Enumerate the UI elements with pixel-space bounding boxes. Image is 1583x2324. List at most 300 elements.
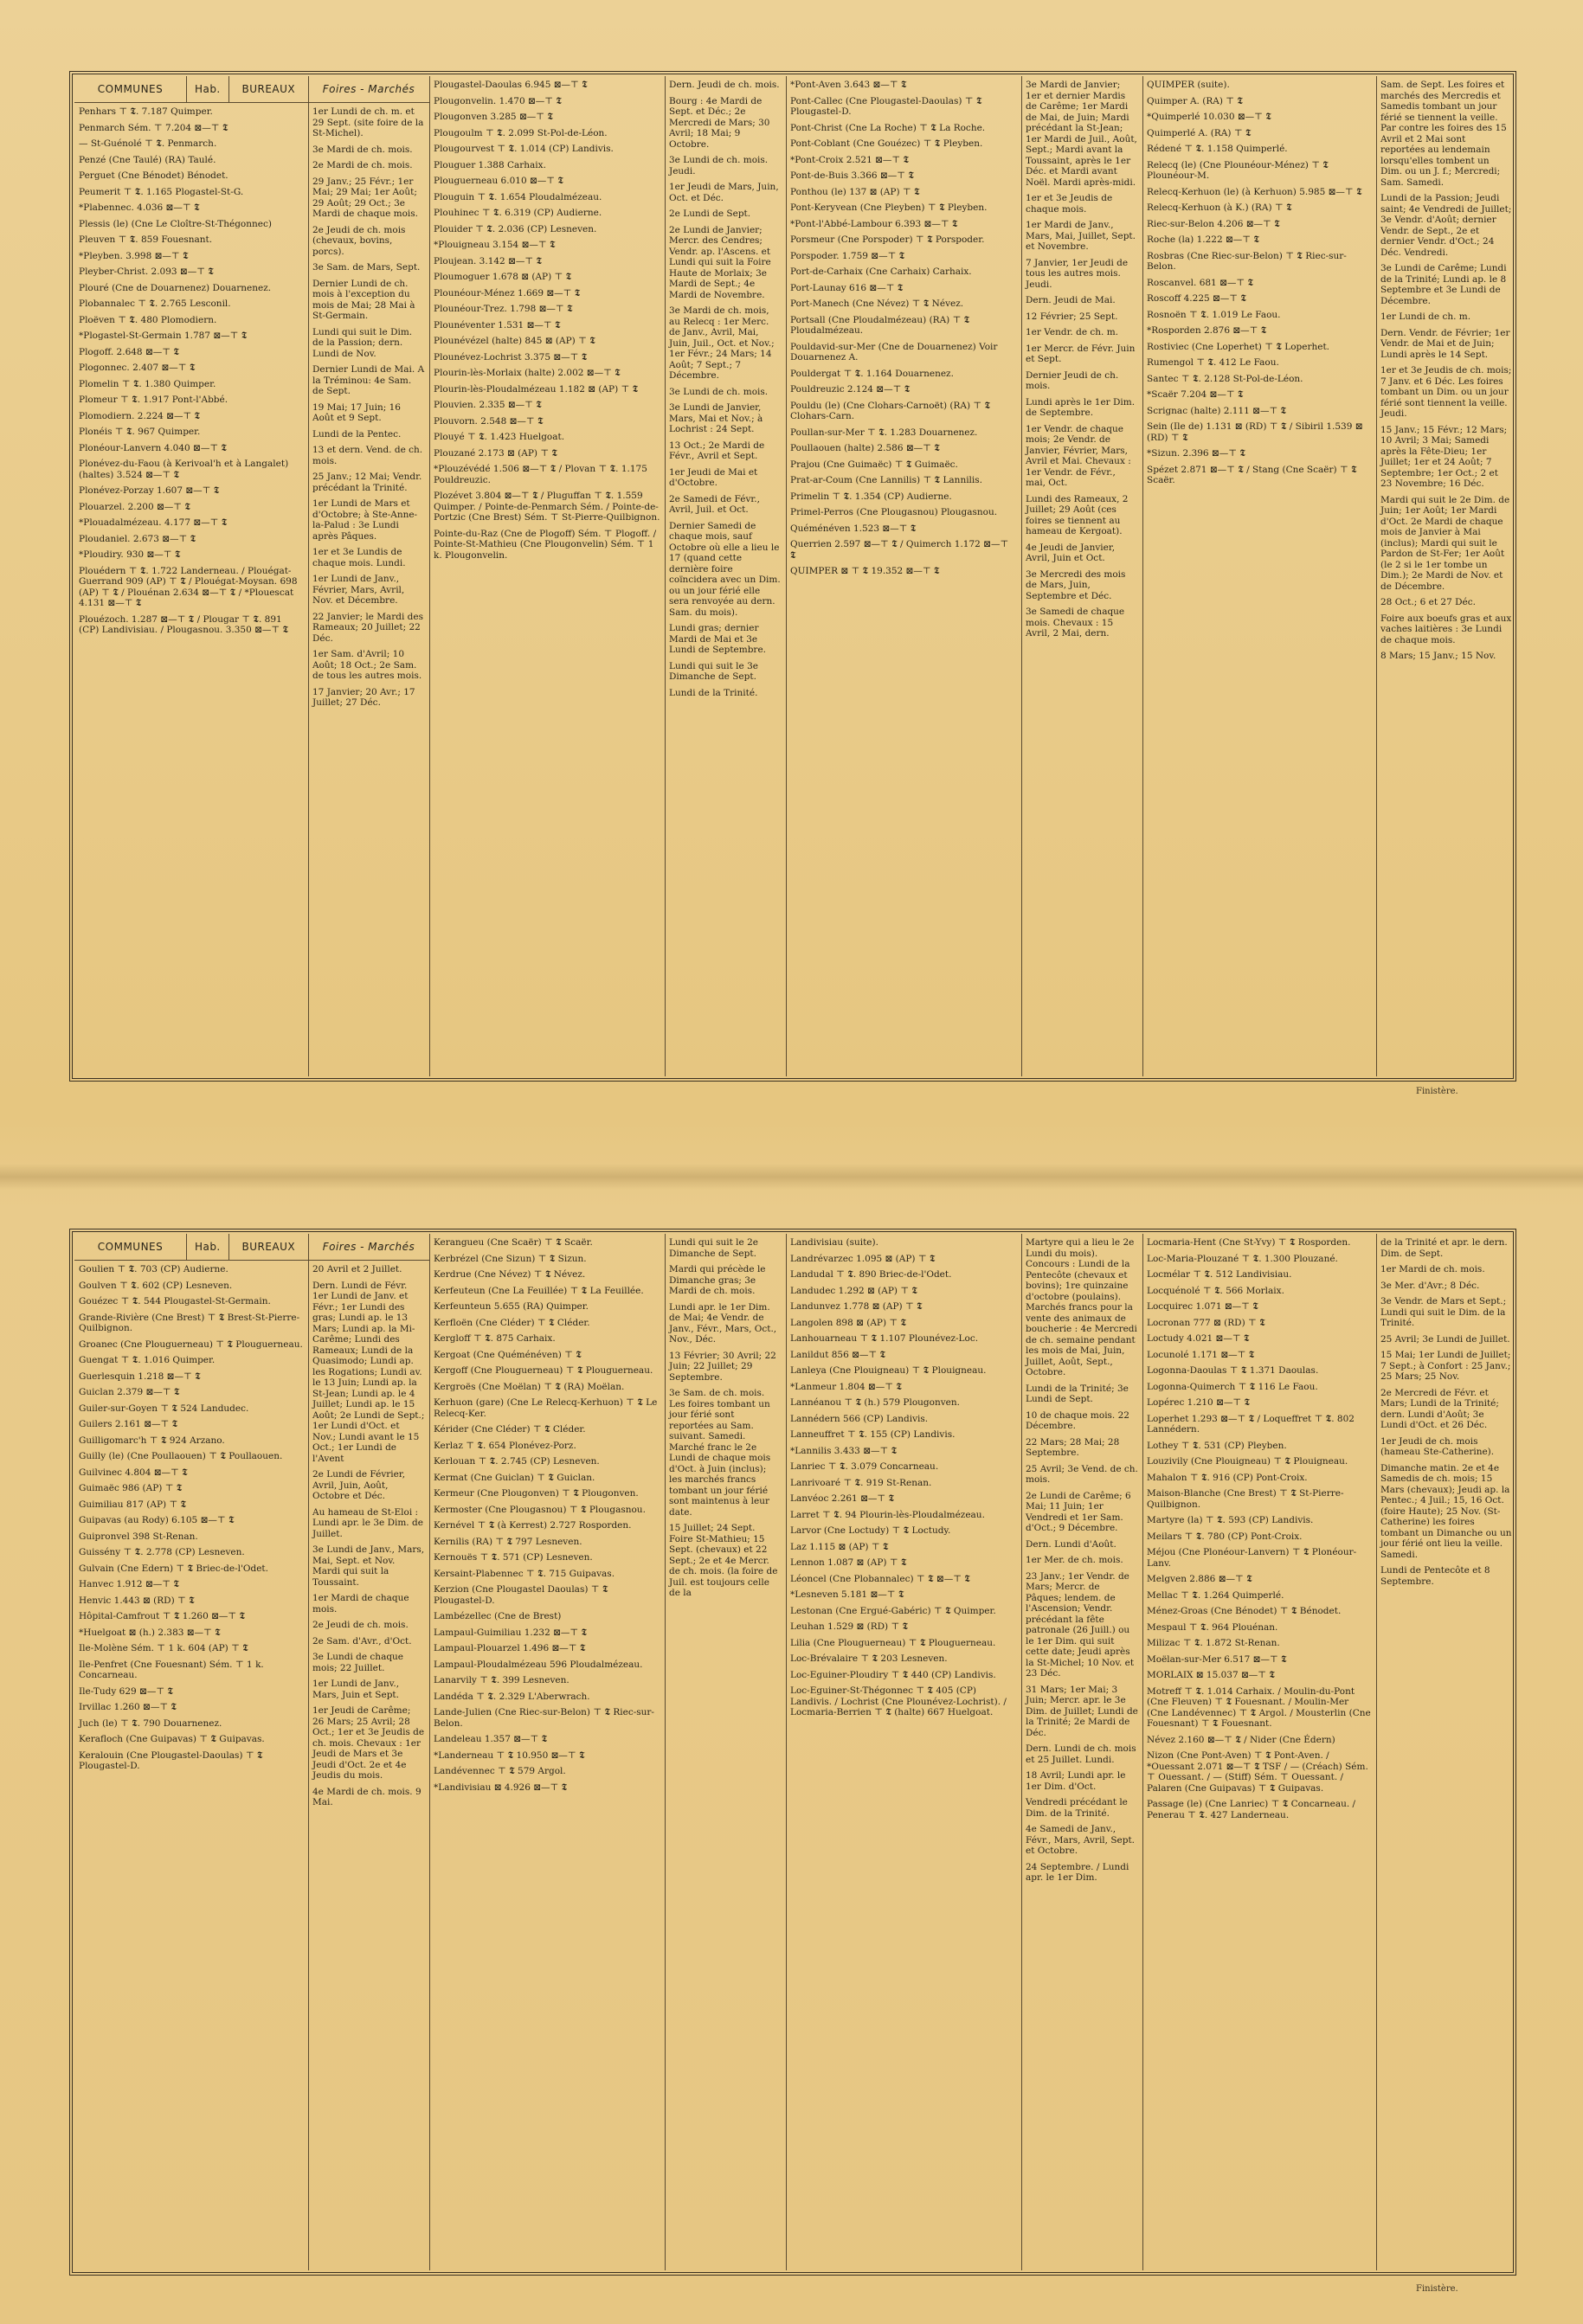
column-rows [786, 76, 1021, 586]
table-row: Guiclan 2.379 ⊠—⊤ 𝕿 [79, 1387, 180, 1397]
table-row: Guengat ⊤ 𝕿. 1.016 Quimper. [79, 1355, 216, 1365]
table-row: Ile-Penfret (Cne Fouesnant) Sém. ⊤ 1 k. Concarneau. [79, 1659, 264, 1680]
header-hab: Hab. [187, 76, 229, 102]
table-row: Plouguer 1.388 Carhaix. [434, 159, 546, 170]
table-row: 1er Jeudi de Mai et d'Octobre. [669, 466, 758, 488]
table-row: Loc-Brévalaire ⊤ 𝕿 203 Lesneven. [790, 1653, 948, 1664]
table-row: 2e Mardi de ch. mois. [312, 160, 413, 170]
table-row: Locmaria-Hent (Cne St-Yvy) ⊤ 𝕿 Rosporden. [1147, 1237, 1351, 1248]
table-row: Lannédern 566 (CP) Landivis. [790, 1413, 929, 1424]
table-row: 15 Janv.; 15 Févr.; 12 Mars; 10 Avril; 3 Mai; Samedi après la Fête-Dieu; 1er Juillet; 1er et 24 Août; 7 Septembre; 1er Oct.; 2 et 23 Novembre; 16 Déc. [1380, 424, 1508, 489]
table-row: *Sizun. 2.396 ⊠—⊤ 𝕿 [1147, 448, 1245, 459]
table-row: QUIMPER ⊠ ⊤ 𝕿 19.352 ⊠—⊤ 𝕿 [790, 566, 940, 576]
table-row: 3e Lundi de ch. mois. Jeudi. [669, 155, 769, 177]
table-row: Plessis (le) (Cne Le Cloître-St-Thégonnec) [79, 218, 272, 229]
column-foires [1376, 76, 1516, 1076]
header-foires: Foires - Marchés [322, 83, 415, 95]
table-row: Lannéanou ⊤ 𝕿 (h.) 579 Plougonven. [790, 1397, 960, 1408]
table-row: Moëlan-sur-Mer 6.517 ⊠—⊤ 𝕿 [1147, 1653, 1287, 1665]
table-row: Lanleya (Cne Plouigneau) ⊤ 𝕿 Plouigneau. [790, 1365, 987, 1376]
table-row: 1er Mardi de Janv., Mars, Mai, Juillet, Sept. et Novembre. [1026, 220, 1136, 252]
table-row: Lundi de Pentecôte et 8 Septembre. [1380, 1565, 1490, 1587]
table-row: Plounévézel (halte) 845 ⊠ (AP) ⊤ 𝕿 [434, 336, 595, 346]
table-row: Portsall (Cne Ploudalmézeau) (RA) ⊤ 𝕿 Ploudalmézeau. [790, 314, 970, 336]
table-row: Guerlesquin 1.218 ⊠—⊤ 𝕿 [79, 1371, 201, 1382]
table-row: Perguet (Cne Bénodet) Bénodet. [79, 170, 228, 181]
table-row: Groanec (Cne Plouguerneau) ⊤ 𝕿 Plouguerneau. [79, 1339, 303, 1350]
column-rows [786, 1234, 1021, 1727]
table-row: 13 Oct.; 2e Mardi de Févr., Avril et Sept. [669, 440, 765, 461]
table-row: Porsmeur (Cne Porspoder) ⊤ 𝕿 Porspoder. [790, 234, 985, 245]
table-row: *Quimperlé 10.030 ⊠—⊤ 𝕿 [1147, 112, 1271, 122]
table-row: 3e Mardi de Janvier; 1er et dernier Mardis de Carême; 1er Mardi de Mai, de Juin; Mardi précédant la St-Jean; 1er Mardi de Juil., Août, Sept.; Mardi avant la Toussaint, après le 1er Déc. et Mardi avant Noël. Mardi après-midi. [1026, 80, 1137, 188]
table-row: 3e Lundi de Janvier, Mars, Mai et Nov.; à Lochrist : 24 Sept. [669, 402, 763, 434]
table-row: Lundi de la Trinité; 3e Lundi de Sept. [1026, 1383, 1129, 1404]
column-rows [308, 1261, 429, 1817]
table-row: Ploudaniel. 2.673 ⊠—⊤ 𝕿 [79, 533, 196, 544]
table-row: 3e Lundi de Carême; Lundi de la Trinité; Lundi ap. le 8 Septembre et 3e Lundi de Décembre. [1380, 263, 1507, 306]
table-row: Roche (la) 1.222 ⊠—⊤ 𝕿 [1147, 234, 1259, 245]
table-row: 3e Lundi de chaque mois; 22 Juillet. [312, 1652, 404, 1673]
table-row: 20 Avril et 2 Juillet. [312, 1264, 402, 1274]
column-foires [308, 76, 430, 1076]
column-foires [665, 1234, 787, 2270]
table-row: 1er Lundi de ch. m. et 29 Sept. (site foire de la St-Michel). [312, 106, 424, 138]
table-row: Lanildut 856 ⊠—⊤ 𝕿 [790, 1349, 886, 1360]
table-row: Plourin-lès-Morlaix (halte) 2.002 ⊠—⊤ 𝕿 [434, 368, 621, 378]
table-row: Plougonven 3.285 ⊠—⊤ 𝕿 [434, 112, 553, 122]
table-row: Léoncel (Cne Plobannalec) ⊤ 𝕿 ⊠—⊤ 𝕿 [790, 1573, 970, 1584]
table-row: Logonna-Daoulas ⊤ 𝕿 1.371 Daoulas. [1147, 1365, 1319, 1376]
table-row: Guilly (le) (Cne Poullaouen) ⊤ 𝕿 Poullaouen. [79, 1451, 283, 1461]
column-group-4 [1142, 76, 1377, 1076]
table-row: 28 Oct.; 6 et 27 Déc. [1380, 597, 1476, 607]
table-row: Plogoff. 2.648 ⊠—⊤ 𝕿 [79, 346, 179, 357]
column-rows [1021, 76, 1142, 648]
table-row: Ile-Tudy 629 ⊠—⊤ 𝕿 [79, 1685, 173, 1697]
table-row: Locronan 777 ⊠ (RD) ⊤ 𝕿 [1147, 1317, 1265, 1328]
table-row: Guipavas (au Rody) 6.105 ⊠—⊤ 𝕿 [79, 1515, 235, 1525]
table-row: 1er et 3e Jeudis de chaque mois. [1026, 193, 1113, 215]
table-row: Landudal ⊤ 𝕿. 890 Briec-de-l'Odet. [790, 1269, 952, 1280]
table-row: Plogonnec. 2.407 ⊠—⊤ 𝕿 [79, 363, 196, 373]
table-row: Lundi qui suit le 2e Dimanche de Sept. [669, 1237, 758, 1259]
table-row: 1er et 3e Jeudis de ch. mois; 7 Janv. et 6 Déc. Les foires tombant un Dim. ou un jour férié sont tiennent la veille. Jeudi. [1380, 365, 1512, 419]
table-row: Ploëven ⊤ 𝕿. 480 Plomodiern. [79, 314, 217, 325]
table-row: Pont-de-Buis 3.366 ⊠—⊤ 𝕿 [790, 170, 914, 181]
table-row: Plozévet 3.804 ⊠—⊤ 𝕿 / Pluguffan ⊤ 𝕿. 1.559 Quimper. / Pointe-de-Penmarch Sém. / Pointe-de-Portzic (Cne Brest) Sém. ⊤ St-Pierre-Quilbignon. [434, 491, 660, 523]
table-row: 2e Lundi de Février, Avril, Juin, Août, Octobre et Déc. [312, 1469, 406, 1501]
table-row: Quimperlé A. (RA) ⊤ 𝕿 [1147, 127, 1252, 138]
table-row: Port-de-Carhaix (Cne Carhaix) Carhaix. [790, 266, 972, 277]
table-row: Kerlaz ⊤ 𝕿. 654 Plonévez-Porz. [434, 1440, 576, 1451]
table-row: Plouhinec ⊤ 𝕿. 6.319 (CP) Audierne. [434, 208, 602, 218]
table-row: Plobannalec ⊤ 𝕿. 2.765 Lesconil. [79, 299, 231, 309]
table-row: Ménez-Groas (Cne Bénodet) ⊤ 𝕿 Bénodet. [1147, 1606, 1342, 1616]
table-row: *Huelgoat ⊠ (h.) 2.383 ⊠—⊤ 𝕿 [79, 1627, 221, 1638]
table-row: 15 Mai; 1er Lundi de Juillet; 7 Sept.; à Confort : 25 Janv.; 25 Mars; 25 Nov. [1380, 1350, 1511, 1382]
table-row: Pont-Christ (Cne La Roche) ⊤ 𝕿 La Roche. [790, 122, 986, 133]
table-row: *Plouadalmézeau. 4.177 ⊠—⊤ 𝕿 [79, 517, 228, 528]
table-row: 3e Samedi de chaque mois. Chevaux : 15 Avril, 2 Mai, dern. [1026, 607, 1125, 639]
table-row: Rostiviec (Cne Loperhet) ⊤ 𝕿 Loperhet. [1147, 341, 1330, 352]
table-row: Dern. Lundi de Févr. 1er Lundi de Janv. et Févr.; 1er Lundi des gras; Lundi ap. le 13 Mars; Lundi ap. la Mi-Carême; Lundi des Rameaux; Lundi de la Quasimodo; Lundi ap. les Rogations; Lundi av. le 13 Juin; Lundi ap. la St-Jean; Lundi ap. le 4 Juillet; Lundi ap. le 15 Août; 2e Lundi de Sept.; 1er Lundi d'Oct. et Nov.; Lundi avant le 15 Oct.; 1er Lundi de l'Avent [312, 1280, 425, 1464]
table-row: 3e Mardi de ch. mois, au Relecq : 1er Merc. de Janv., Avril, Mai, Juin, Juil., Oct. et Nov.; 1er Févr.; 24 Mars; 14 Août; 7 Sept.; 7 Décembre. [669, 305, 775, 381]
table-row: Pouldavid-sur-Mer (Cne de Douarnenez) Voir Douarnenez A. [790, 341, 998, 363]
table-row: Plougourvest ⊤ 𝕿. 1.014 (CP) Landivis. [434, 144, 614, 154]
table-row: Plonévez-du-Faou (à Kerivoal'h et à Langalet) (haltes) 3.524 ⊠—⊤ 𝕿 [79, 459, 289, 480]
table-row: Mardi qui précède le Dimanche gras; 3e Mardi de ch. mois. [669, 1264, 766, 1296]
table-row: Rumengol ⊤ 𝕿. 412 Le Faou. [1147, 357, 1279, 368]
table-row: Locquénolé ⊤ 𝕿. 566 Morlaix. [1147, 1285, 1284, 1296]
table-row: Lanriec ⊤ 𝕿. 3.079 Concarneau. [790, 1461, 939, 1472]
header-communes: COMMUNES [74, 1234, 187, 1260]
table-row: Lilia (Cne Plouguerneau) ⊤ 𝕿 Plouguerneau. [790, 1637, 996, 1648]
table-row: 1er Lundi de ch. m. [1380, 311, 1471, 322]
table-row: Sam. de Sept. Les foires et marchés des Mercredis et Samedis tombant un jour férié se tiennent la veille. Par contre les foires des 15 Avril et 2 Mai sont reportées au lendemain lorsqu'elles tombent un Dim. ou un J. f.; Mercredi; Sam. Samedi. [1380, 80, 1507, 188]
table-row: 1er Vendr. de chaque mois; 2e Vendr. de Janvier, Février, Mars, Avril et Mai. Chevaux : 1er Vendr. de Févr., mai, Oct. [1026, 423, 1131, 488]
table-row: Larvor (Cne Loctudy) ⊤ 𝕿 Loctudy. [790, 1525, 951, 1536]
table-row: Guipronvel 398 St-Renan. [79, 1531, 198, 1542]
top-page-grid [74, 76, 1511, 1076]
table-row: Keralouin (Cne Plougastel-Daoulas) ⊤ 𝕿 Plougastel-D. [79, 1749, 263, 1771]
column-rows [1142, 1234, 1376, 1829]
bottom-page [69, 1229, 1516, 2276]
column-group-4 [1142, 1234, 1377, 2270]
table-row: Kermoster (Cne Plougasnou) ⊤ 𝕿 Plougasnou. [434, 1504, 646, 1515]
table-row: 22 Janvier; le Mardi des Rameaux; 20 Juillet; 22 Déc. [312, 611, 424, 644]
table-row: Lennon 1.087 ⊠ (AP) ⊤ 𝕿 [790, 1557, 907, 1568]
table-row: 3e Sam. de ch. mois. Les foires tombant un jour férié sont reportées au Sam. suivant. Samedi. Marché franc le 2e Lundi de chaque mois d'Oct. à Juin (inclus); les marchés francs tombant un jour férié sont maintenus à leur date. [669, 1388, 771, 1518]
table-row: Mespaul ⊤ 𝕿. 964 Plouénan. [1147, 1621, 1278, 1633]
table-row: 1er et 3e Lundis de chaque mois. Lundi. [312, 547, 406, 568]
table-row: Landévennec ⊤ 𝕿 579 Argol. [434, 1766, 566, 1776]
column-rows [1021, 1234, 1142, 1892]
column-rows [429, 76, 665, 569]
table-row: *Rosporden 2.876 ⊠—⊤ 𝕿 [1147, 325, 1267, 336]
table-row: Locquirec 1.071 ⊠—⊤ 𝕿 [1147, 1301, 1258, 1312]
table-row: Plougonvelin. 1.470 ⊠—⊤ 𝕿 [434, 95, 562, 106]
table-row: Lundi apr. le 1er Dim. de Mai; 4e Vendr. de Janv., Févr., Mars, Oct., Nov., Déc. [669, 1301, 777, 1345]
table-row: Guissény ⊤ 𝕿. 2.778 (CP) Lesneven. [79, 1547, 245, 1557]
table-row: *Lanmeur 1.804 ⊠—⊤ 𝕿 [790, 1381, 902, 1392]
table-row: 1er Mardi de ch. mois. [1380, 1264, 1485, 1274]
page-footer: Finistère. [1416, 1087, 1458, 1096]
table-row: Lanhouarneau ⊤ 𝕿 1.107 Plounévez-Loc. [790, 1333, 979, 1344]
table-row: 31 Mars; 1er Mai; 3 Juin; Mercr. apr. le 3e Dim. de Juillet; Lundi de la Trinité; 2e Mardi de Déc. [1026, 1684, 1138, 1738]
table-row: Lanneuffret ⊤ 𝕿. 155 (CP) Landivis. [790, 1429, 956, 1440]
table-row: Prat-ar-Coum (Cne Lannilis) ⊤ 𝕿 Lannilis. [790, 475, 983, 485]
table-row: Dern. Lundi d'Août. [1026, 1538, 1116, 1550]
table-row: Maison-Blanche (Cne Brest) ⊤ 𝕿 St-Pierre-Quilbignon. [1147, 1488, 1344, 1510]
table-row: 10 de chaque mois. 22 Décembre. [1026, 1409, 1129, 1431]
table-row: Grande-Rivière (Cne Brest) ⊤ 𝕿 Brest-St-Pierre-Quilbignon. [79, 1312, 300, 1333]
table-row: Plourin-lès-Ploudalmézeau 1.182 ⊠ (AP) ⊤ 𝕿 [434, 383, 639, 395]
table-row: Riec-sur-Belon 4.206 ⊠—⊤ 𝕿 [1147, 218, 1280, 229]
table-row: 25 Avril; 3e Lundi de Juillet. [1380, 1333, 1510, 1345]
table-row: Louzivily (Cne Plouigneau) ⊤ 𝕿 Plouigneau. [1147, 1456, 1348, 1467]
table-row: Penmarch Sém. ⊤ 7.204 ⊠—⊤ 𝕿 [79, 122, 228, 133]
table-row: 25 Avril; 3e Vend. de ch. mois. [1026, 1463, 1138, 1485]
table-row: Kérider (Cne Cléder) ⊤ 𝕿 Cléder. [434, 1424, 586, 1435]
table-row: Lestonan (Cne Ergué-Gabéric) ⊤ 𝕿 Quimper. [790, 1605, 996, 1616]
table-row: 2e Lundi de Janvier; Mercr. des Cendres; Vendr. ap. l'Ascens. et Lundi qui suit la Foire Haute de Morlaix; 3e Mardi de Sept.; 4e Mardi de Novembre. [669, 224, 771, 300]
table-row: Ploujean. 3.142 ⊠—⊤ 𝕿 [434, 255, 543, 266]
table-row: Dimanche matin. 2e et 4e Samedis de ch. mois; 15 Mars (chevaux); Jeudi ap. la Pentec.; 4 Juil.; 15, 16 Oct. (foire Haute); 25 Nov. (St-Catherine) les foires tombant un Dimanche ou un jour férié ont lieu la veille. Samedi. [1380, 1462, 1512, 1560]
table-row: Kerfloën (Cne Cléder) ⊤ 𝕿 Cléder. [434, 1317, 590, 1328]
table-row: Lundi qui suit le 3e Dimanche de Sept. [669, 660, 758, 682]
table-row: Pointe-du-Raz (Cne de Plogoff) Sém. ⊤ Plogoff. / Pointe-St-Mathieu (Cne Plougonvelin) Sém. ⊤ 1 k. Plougonvelin. [434, 528, 657, 561]
table-row: MORLAIX ⊠ 15.037 ⊠—⊤ 𝕿 [1147, 1670, 1275, 1680]
table-row: 1er Lundi de Janv., Mars, Juin et Sept. [312, 1679, 400, 1700]
column-rows [1376, 76, 1516, 671]
header-bureaux: BUREAUX [241, 1241, 296, 1253]
table-header [308, 76, 429, 103]
table-row: 3e Vendr. de Mars et Sept.; Lundi qui suit le Dim. de la Trinité. [1380, 1296, 1507, 1328]
column-group-1 [74, 1234, 309, 2270]
table-row: *Lannilis 3.433 ⊠—⊤ 𝕿 [790, 1445, 898, 1456]
column-group-1 [74, 76, 309, 1076]
table-row: Pont-Callec (Cne Plougastel-Daoulas) ⊤ 𝕿 Plougastel-D. [790, 95, 982, 117]
table-row: 22 Mars; 28 Mai; 28 Septembre. [1026, 1436, 1120, 1458]
table-row: Kermat (Cne Guiclan) ⊤ 𝕿 Guiclan. [434, 1472, 595, 1483]
table-row: *Scaër 7.204 ⊠—⊤ 𝕿 [1147, 389, 1244, 400]
table-row: Ponthou (le) 137 ⊠ (AP) ⊤ 𝕿 [790, 186, 920, 197]
table-row: 3e Mer. d'Avr.; 8 Déc. [1380, 1280, 1480, 1291]
table-row: 7 Janvier, 1er Jeudi de tous les autres mois. Jeudi. [1026, 257, 1129, 290]
table-row: Lundi de la Pentec. [312, 428, 402, 440]
table-row: Port-Launay 616 ⊠—⊤ 𝕿 [790, 282, 904, 293]
column-rows [74, 1261, 308, 1781]
table-row: Bourg : 4e Mardi de Sept. et Déc.; 2e Mercredi de Mars; 30 Avril; 18 Mai; 9 Octobre. [669, 95, 770, 150]
table-row: 13 et dern. Vend. de ch. mois. [312, 445, 423, 466]
table-row: Lanvéoc 2.261 ⊠—⊤ 𝕿 [790, 1493, 895, 1504]
table-row: Plouvorn. 2.548 ⊠—⊤ 𝕿 [434, 415, 544, 427]
table-row: Roscanvel. 681 ⊠—⊤ 𝕿 [1147, 277, 1254, 288]
table-row: *Pont-Aven 3.643 ⊠—⊤ 𝕿 [790, 80, 907, 90]
table-row: Penhars ⊤ 𝕿. 7.187 Quimper. [79, 106, 213, 117]
header-bureaux: BUREAUX [241, 83, 296, 95]
table-row: *Plabennec. 4.036 ⊠—⊤ 𝕿 [79, 202, 200, 213]
table-row: Plounéour-Trez. 1.798 ⊠—⊤ 𝕿 [434, 304, 573, 314]
table-row: Landéda ⊤ 𝕿. 2.329 L'Aberwrach. [434, 1691, 590, 1702]
table-row: Mellac ⊤ 𝕿. 1.264 Quimperlé. [1147, 1589, 1284, 1601]
table-row: Langolen 898 ⊠ (AP) ⊤ 𝕿 [790, 1317, 907, 1328]
table-row: Pleuven ⊤ 𝕿. 859 Fouesnant. [79, 234, 213, 245]
table-header [308, 1234, 429, 1261]
table-row: 3e Mercredi des mois de Mars, Juin, Septembre et Déc. [1026, 568, 1126, 601]
table-row: Plouider ⊤ 𝕿. 2.036 (CP) Lesneven. [434, 223, 597, 234]
table-row: Plouzané 2.173 ⊠ (AP) ⊤ 𝕿 [434, 447, 557, 459]
table-row: 8 Mars; 15 Janv.; 15 Nov. [1380, 651, 1496, 661]
table-row: Plouarzel. 2.200 ⊠—⊤ 𝕿 [79, 501, 190, 512]
table-row: Santec ⊤ 𝕿. 2.128 St-Pol-de-Léon. [1147, 373, 1303, 384]
table-row: Porspoder. 1.759 ⊠—⊤ 𝕿 [790, 250, 905, 261]
table-row: QUIMPER (suite). [1147, 80, 1230, 90]
column-rows [1142, 76, 1376, 495]
table-row: Kergoat (Cne Quéménéven) ⊤ 𝕿 [434, 1349, 582, 1360]
table-row: Sein (Ile de) 1.131 ⊠ (RD) ⊤ 𝕿 / Sibiril 1.539 ⊠ (RD) ⊤ 𝕿 [1147, 421, 1363, 443]
table-row: 1er Jeudi de ch. mois (hameau Ste-Catherine). [1380, 1435, 1495, 1457]
table-row: Kergloff ⊤ 𝕿. 875 Carhaix. [434, 1333, 556, 1344]
table-row: Kerangueu (Cne Scaër) ⊤ 𝕿 Scaër. [434, 1237, 593, 1248]
table-row: Landudec 1.292 ⊠ (AP) ⊤ 𝕿 [790, 1285, 918, 1296]
table-row: Au hameau de St-Eloi : Lundi apr. le 3e Dim. de Juillet. [312, 1506, 423, 1539]
table-row: Lambézellec (Cne de Brest) [434, 1611, 562, 1621]
table-row: Plomelin ⊤ 𝕿. 1.380 Quimper. [79, 378, 216, 389]
table-row: Gulvain (Cne Edern) ⊤ 𝕿 Briec-de-l'Odet. [79, 1563, 268, 1574]
column-rows [429, 1234, 665, 1801]
table-row: 1er Mardi de chaque mois. [312, 1593, 409, 1615]
table-row: Logonna-Quimerch ⊤ 𝕿 116 Le Faou. [1147, 1381, 1318, 1392]
table-row: Hanvec 1.912 ⊠—⊤ 𝕿 [79, 1579, 179, 1589]
table-row: Penzé (Cne Taulé) (RA) Taulé. [79, 154, 216, 165]
table-row: Plomodiern. 2.224 ⊠—⊤ 𝕿 [79, 410, 201, 421]
table-header [74, 1234, 308, 1261]
table-row: Kerzion (Cne Plougastel Daoulas) ⊤ 𝕿 Plougastel-D. [434, 1584, 608, 1606]
column-rows [665, 76, 786, 707]
table-row: Pouldu (le) (Cne Clohars-Carnoët) (RA) ⊤ 𝕿 Clohars-Carn. [790, 400, 991, 421]
table-row: *Landerneau ⊤ 𝕿 10.950 ⊠—⊤ 𝕿 [434, 1749, 585, 1761]
table-row: Plouguerneau 6.010 ⊠—⊤ 𝕿 [434, 176, 563, 186]
table-row: 19 Mai; 17 Juin; 16 Août et 9 Sept. [312, 401, 401, 423]
table-row: 3e Lundi de Janv., Mars, Mai, Sept. et Nov. Mardi qui suit la Toussaint. [312, 1544, 425, 1588]
table-row: Foire aux boeufs gras et aux vaches laitières : 3e Lundi de chaque mois. [1380, 613, 1512, 645]
table-row: Lampaul-Guimiliau 1.232 ⊠—⊤ 𝕿 [434, 1627, 588, 1638]
table-row: Plougoulm ⊤ 𝕿. 2.099 St-Pol-de-Léon. [434, 127, 608, 138]
table-row: Lundi qui suit le Dim. de la Passion; dern. Lundi de Nov. [312, 326, 413, 359]
table-row: Henvic 1.443 ⊠ (RD) ⊤ 𝕿 [79, 1595, 195, 1606]
column-foires [1021, 76, 1143, 1076]
table-row: Port-Manech (Cne Névez) ⊤ 𝕿 Névez. [790, 299, 964, 309]
table-row: Kernouës ⊤ 𝕿. 571 (CP) Lesneven. [434, 1552, 593, 1563]
header-communes: COMMUNES [74, 76, 187, 102]
table-row: de la Trinité et apr. le dern. Dim. de Sept. [1380, 1237, 1508, 1259]
table-row: 29 Janv.; 25 Févr.; 1er Mai; 29 Mai; 1er Août; 29 Août; 29 Oct.; 3e Mardi de chaque mois. [312, 176, 419, 219]
table-row: Pleyber-Christ. 2.093 ⊠—⊤ 𝕿 [79, 266, 214, 277]
header-hab: Hab. [187, 1234, 229, 1260]
table-row: Gouézec ⊤ 𝕿. 544 Plougastel-St-Germain. [79, 1296, 271, 1306]
table-row: Guilers 2.161 ⊠—⊤ 𝕿 [79, 1419, 178, 1429]
table-row: Lundi après le 1er Dim. de Septembre. [1026, 396, 1136, 418]
table-row: Roscoff 4.225 ⊠—⊤ 𝕿 [1147, 293, 1246, 304]
table-row: Guimaëc 986 (AP) ⊤ 𝕿 [79, 1483, 183, 1493]
table-row: Poullan-sur-Mer ⊤ 𝕿. 1.283 Douarnenez. [790, 427, 978, 438]
table-row: Plouédern ⊤ 𝕿. 1.722 Landerneau. / Plouégat-Guerrand 909 (AP) ⊤ 𝕿 / Plouégat-Moysan. 698 (AP) ⊤ 𝕿 / Plouénan 2.634 ⊠—⊤ 𝕿 / *Plouescat 4.131 ⊠—⊤ 𝕿 [79, 565, 298, 608]
table-row: Loctudy 4.021 ⊠—⊤ 𝕿 [1147, 1333, 1250, 1344]
table-row: Kernilis (RA) ⊤ 𝕿 797 Lesneven. [434, 1536, 582, 1547]
table-row: Locunolé 1.171 ⊠—⊤ 𝕿 [1147, 1349, 1255, 1360]
table-row: Plonéis ⊤ 𝕿. 967 Quimper. [79, 427, 201, 437]
table-row: 1er Vendr. de ch. m. [1026, 327, 1118, 337]
table-row: Plounéventer 1.531 ⊠—⊤ 𝕿 [434, 319, 561, 331]
table-row: 3e Sam. de Mars, Sept. [312, 262, 421, 273]
header-foires: Foires - Marchés [322, 1241, 415, 1253]
table-row: Plonévez-Porzay 1.607 ⊠—⊤ 𝕿 [79, 485, 220, 496]
column-group-3 [786, 76, 1022, 1076]
column-rows [74, 103, 308, 645]
table-row: 2e Lundi de Carême; 6 Mai; 11 Juin; 1er Vendredi et 1er Sam. d'Oct.; 9 Décembre. [1026, 1490, 1131, 1533]
table-row: Guimiliau 817 (AP) ⊤ 𝕿 [79, 1499, 187, 1510]
table-row: 4e Jeudi de Janvier, Avril, Juin et Oct. [1026, 542, 1116, 563]
table-row: Landivisiau (suite). [790, 1237, 878, 1248]
table-row: Kerdrue (Cne Névez) ⊤ 𝕿 Névez. [434, 1269, 586, 1280]
table-row: Plounéour-Ménez 1.669 ⊠—⊤ 𝕿 [434, 287, 581, 299]
table-row: Goulien ⊤ 𝕿. 703 (CP) Audierne. [79, 1264, 228, 1274]
column-group-2 [429, 1234, 666, 2270]
table-row: Poullaouen (halte) 2.586 ⊠—⊤ 𝕿 [790, 443, 940, 453]
table-row: 1er Mercr. de Févr. Juin et Sept. [1026, 343, 1136, 364]
table-row: *Lesneven 5.181 ⊠—⊤ 𝕿 [790, 1589, 904, 1600]
table-row: *Landivisiau ⊠ 4.926 ⊠—⊤ 𝕿 [434, 1782, 568, 1793]
table-row: Guilvinec 4.804 ⊠—⊤ 𝕿 [79, 1467, 188, 1478]
table-row: Dernier Lundi de ch. mois à l'exception du mois de Mai; 28 Mai à St-Germain. [312, 278, 415, 321]
table-row: Guilligomarc'h ⊤ 𝕿 924 Arzano. [79, 1435, 225, 1446]
table-row: Relecq-Kerhuon (le) (à Kerhuon) 5.985 ⊠—⊤ 𝕿 [1147, 186, 1362, 197]
table-row: Juch (le) ⊤ 𝕿. 790 Douarnenez. [79, 1717, 222, 1729]
column-rows [308, 103, 429, 717]
table-row: *Pont-Croix 2.521 ⊠—⊤ 𝕿 [790, 154, 910, 165]
table-row: Mahalon ⊤ 𝕿. 916 (CP) Pont-Croix. [1147, 1472, 1308, 1483]
column-foires [665, 76, 787, 1076]
column-rows [1376, 1234, 1516, 1595]
table-row: *Plogastel-St-Germain 1.787 ⊠—⊤ 𝕿 [79, 331, 248, 341]
table-row: Quimper A. (RA) ⊤ 𝕿 [1147, 95, 1243, 106]
table-row: Kermeur (Cne Plougonven) ⊤ 𝕿 Plougonven. [434, 1488, 639, 1499]
table-row: *Plouzévédé 1.506 ⊠—⊤ 𝕿 / Plovan ⊤ 𝕿. 1.175 Pouldreuzic. [434, 464, 647, 485]
table-row: Laz 1.115 ⊠ (AP) ⊤ 𝕿 [790, 1541, 889, 1552]
table-row: Plonéour-Lanvern 4.040 ⊠—⊤ 𝕿 [79, 442, 227, 453]
table-row: 17 Janvier; 20 Avr.; 17 Juillet; 27 Déc. [312, 686, 415, 708]
column-group-2 [429, 76, 666, 1076]
table-row: Loc-Eguiner-St-Thégonnec ⊤ 𝕿 405 (CP) Landivis. / Lochrist (Cne Plounévez-Lochrist). / Locmaria-Berrien ⊤ 𝕿 (halte) 667 Huelgoat. [790, 1685, 1007, 1717]
column-foires [308, 1234, 430, 2270]
table-row: Kerbrézel (Cne Sizun) ⊤ 𝕿 Sizun. [434, 1253, 587, 1264]
table-row: 18 Avril; Lundi apr. le 1er Dim. d'Oct. [1026, 1770, 1126, 1792]
table-row: Primelin ⊤ 𝕿. 1.354 (CP) Audierne. [790, 491, 952, 502]
table-row: Plouguin ⊤ 𝕿. 1.654 Ploudalmézeau. [434, 191, 602, 202]
table-row: Dern. Jeudi de Mai. [1026, 295, 1116, 305]
table-row: 13 Février; 30 Avril; 22 Juin; 22 Juillet; 29 Septembre. [669, 1350, 776, 1383]
table-row: 12 Février; 25 Sept. [1026, 311, 1118, 322]
table-row: Plouyé ⊤ 𝕿. 1.423 Huelgoat. [434, 432, 565, 442]
page-footer: Finistère. [1416, 2284, 1458, 2294]
table-row: Lothey ⊤ 𝕿. 531 (CP) Pleyben. [1147, 1440, 1287, 1451]
table-row: Pouldreuzic 2.124 ⊠—⊤ 𝕿 [790, 384, 911, 395]
table-row: 1er Jeudi de Mars, Juin, Oct. et Déc. [669, 182, 779, 203]
table-row: Peumerit ⊤ 𝕿. 1.165 Plogastel-St-G. [79, 186, 244, 197]
top-page [69, 71, 1516, 1082]
table-row: 3e Mardi de ch. mois. [312, 144, 413, 155]
column-group-3 [786, 1234, 1022, 2270]
table-row: 15 Juillet; 24 Sept. Foire St-Mathieu; 15 Sept. (chevaux) et 22 Sept.; 2e et 4e Mercr. de ch. mois. (la foire de Juil. est toujours celle de la [669, 1523, 778, 1598]
table-row: Scrignac (halte) 2.111 ⊠—⊤ 𝕿 [1147, 405, 1287, 416]
table-row: 24 Septembre. / Lundi apr. le 1er Dim. [1026, 1861, 1129, 1883]
table-row: Pont-Keryvean (Cne Pleyben) ⊤ 𝕿 Pleyben. [790, 202, 988, 213]
table-row: Ile-Molène Sém. ⊤ 1 k. 604 (AP) ⊤ 𝕿 [79, 1643, 248, 1653]
table-row: Pouldergat ⊤ 𝕿. 1.164 Douarnenez. [790, 368, 954, 379]
table-row: Kerlouan ⊤ 𝕿. 2.745 (CP) Lesneven. [434, 1456, 600, 1467]
table-row: Lundi de la Passion; Jeudi saint; 4e Vendredi de Juillet; 3e Vendr. d'Août; dernier Vendr. de Sept., 2e et dernier Vendr. d'Oct.; 24 Déc. Vendredi. [1380, 193, 1512, 258]
table-row: Vendredi précédant le Dim. de la Trinité. [1026, 1797, 1128, 1819]
table-row: Relecq-Kerhuon (à K.) (RA) ⊤ 𝕿 [1147, 202, 1292, 213]
table-row: Prajou (Cne Guimaëc) ⊤ 𝕿 Guimaëc. [790, 459, 958, 470]
table-row: 2e Lundi de Sept. [669, 209, 751, 219]
table-row: Lande-Julien (Cne Riec-sur-Belon) ⊤ 𝕿 Riec-sur-Belon. [434, 1707, 654, 1729]
table-row: 4e Mardi de ch. mois. 9 Mai. [312, 1786, 421, 1807]
table-row: *Pont-l'Abbé-Lambour 6.393 ⊠—⊤ 𝕿 [790, 218, 958, 229]
table-row: 2e Jeudi de ch. mois. [312, 1620, 409, 1630]
